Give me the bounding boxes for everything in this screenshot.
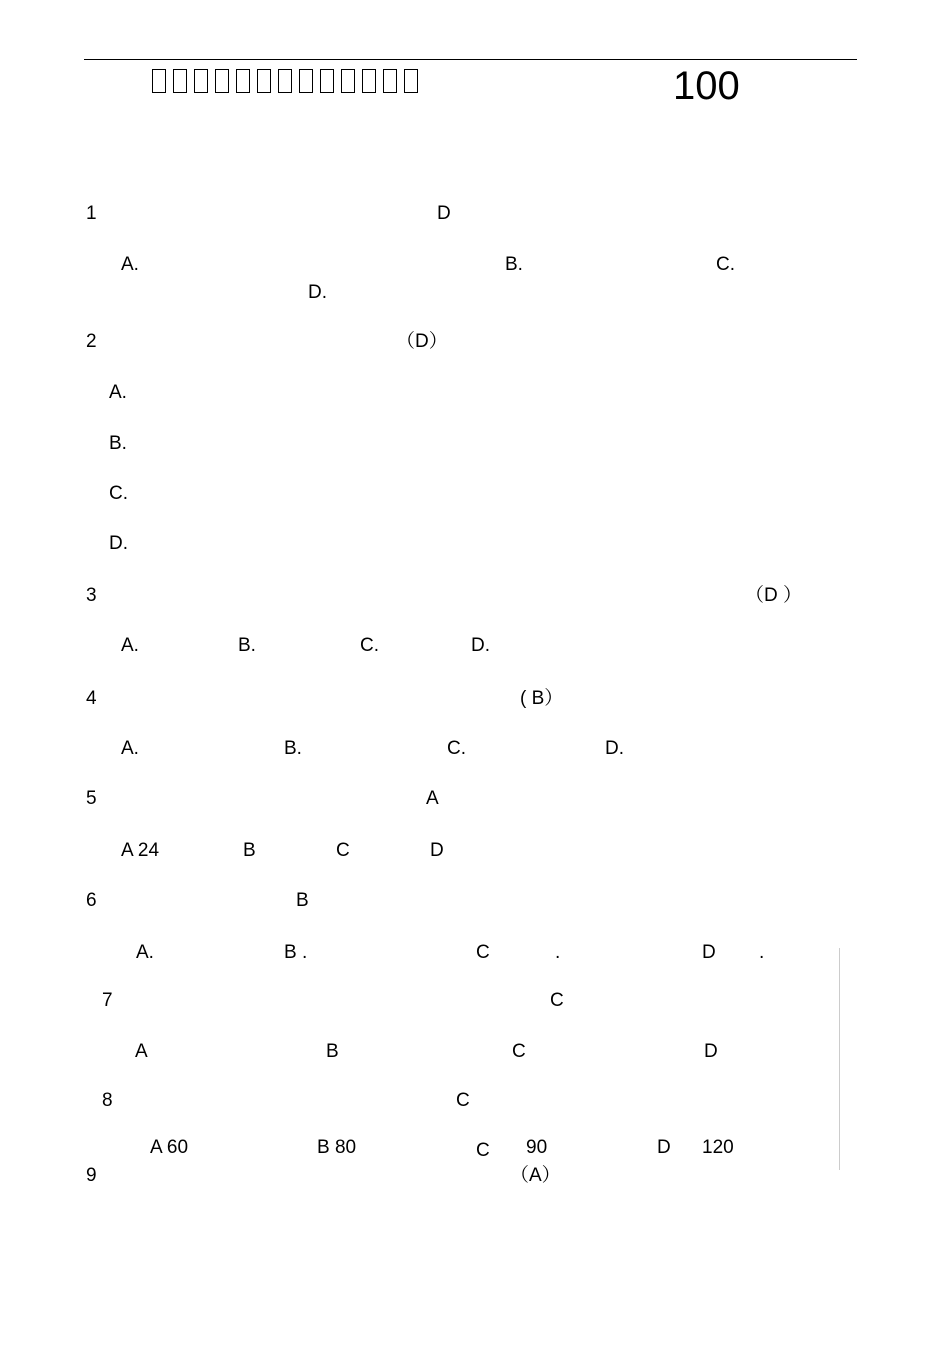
q4-option-c: C. <box>447 738 466 759</box>
q7-answer: C <box>550 990 564 1011</box>
q6-option-c: C <box>476 942 490 963</box>
q6-number: 6 <box>86 890 97 911</box>
q2-option-c: C. <box>109 483 128 504</box>
q8-option-d-value: 120 <box>702 1137 734 1158</box>
q1-option-a: A. <box>121 254 139 275</box>
q8-answer: C <box>456 1090 470 1111</box>
q4-option-a: A. <box>121 738 139 759</box>
q3-number: 3 <box>86 585 97 606</box>
q5-option-a: A 24 <box>121 840 160 861</box>
missing-glyph-box <box>278 69 292 93</box>
q3-option-a: A. <box>121 635 139 656</box>
q3-option-c: C. <box>360 635 379 656</box>
q6-option-d-dot: . <box>759 942 765 963</box>
q1-option-d: D. <box>308 282 327 303</box>
q6-option-c-dot: . <box>555 942 561 963</box>
header-rule <box>84 59 857 60</box>
q3-option-d: D. <box>471 635 490 656</box>
missing-glyph-box <box>257 69 271 93</box>
q7-number: 7 <box>102 990 113 1011</box>
missing-glyph-box <box>299 69 313 93</box>
q1-option-b: B. <box>505 254 523 275</box>
q3-answer: （D ） <box>745 585 803 606</box>
q2-option-d: D. <box>109 533 128 554</box>
q6-answer: B <box>296 890 309 911</box>
q3-option-b: B. <box>238 635 256 656</box>
q6-option-a: A. <box>136 942 154 963</box>
missing-glyph-box <box>341 69 355 93</box>
q8-option-d: D <box>657 1137 671 1158</box>
q6-option-d: D <box>702 942 716 963</box>
missing-glyph-box <box>173 69 187 93</box>
q5-answer: A <box>426 788 439 809</box>
margin-rule <box>839 948 840 1170</box>
q2-answer: （D） <box>396 331 448 352</box>
q8-number: 8 <box>102 1090 113 1111</box>
missing-glyph-box <box>236 69 250 93</box>
q2-option-a: A. <box>109 382 127 403</box>
missing-glyph-box <box>404 69 418 93</box>
q8-option-a: A 60 <box>150 1137 189 1158</box>
q6-option-b: B . <box>284 942 308 963</box>
q7-option-b: B <box>326 1041 339 1062</box>
q9-answer: （A） <box>510 1165 561 1186</box>
q9-number: 9 <box>86 1165 97 1186</box>
missing-glyph-box <box>194 69 208 93</box>
total-score: 100 <box>673 64 740 108</box>
q7-option-a: A <box>135 1041 148 1062</box>
q5-option-d: D <box>430 840 444 861</box>
q2-number: 2 <box>86 331 97 352</box>
q1-option-c: C. <box>716 254 735 275</box>
q1-answer: D <box>437 203 451 224</box>
q4-answer: ( B） <box>520 688 564 709</box>
q5-option-c: C <box>336 840 350 861</box>
q2-option-b: B. <box>109 433 127 454</box>
q7-option-d: D <box>704 1041 718 1062</box>
title-placeholder-glyphs <box>152 69 418 93</box>
missing-glyph-box <box>362 69 376 93</box>
q8-option-c-value: 90 <box>526 1137 548 1158</box>
q1-number: 1 <box>86 203 97 224</box>
missing-glyph-box <box>152 69 166 93</box>
q4-option-b: B. <box>284 738 302 759</box>
q4-option-d: D. <box>605 738 624 759</box>
q7-option-c: C <box>512 1041 526 1062</box>
q8-option-c: C <box>476 1140 490 1161</box>
missing-glyph-box <box>383 69 397 93</box>
q4-number: 4 <box>86 688 97 709</box>
missing-glyph-box <box>320 69 334 93</box>
q8-option-b: B 80 <box>317 1137 357 1158</box>
missing-glyph-box <box>215 69 229 93</box>
q5-number: 5 <box>86 788 97 809</box>
q5-option-b: B <box>243 840 256 861</box>
